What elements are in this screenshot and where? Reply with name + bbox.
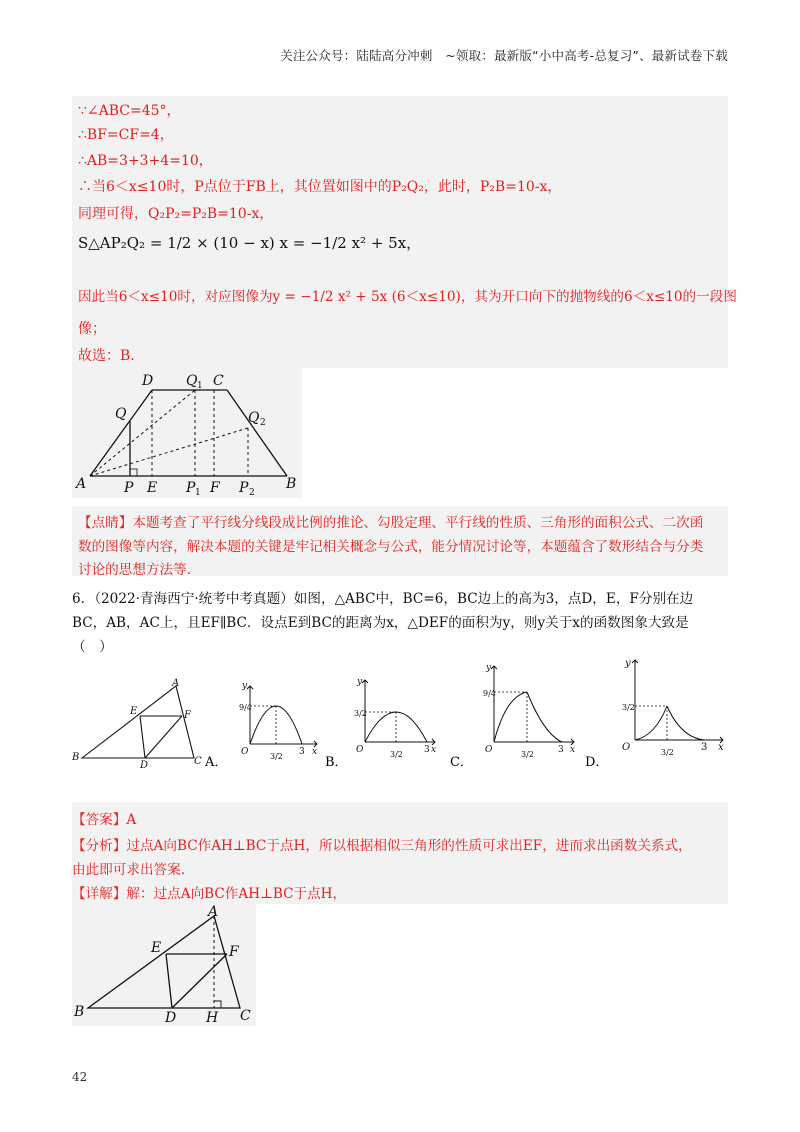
option-c-origin: O [485,745,493,755]
solution-line-3: ∴AB=3+3+4=10， [78,153,213,169]
d-label-F: F [229,944,239,960]
q-label-B: B [72,752,80,763]
solution-line-2: ∴BF=CF=4， [78,127,174,143]
d-label-D: D [165,1010,177,1026]
option-c-y-axis: y [486,663,492,673]
label-Q: Q [115,406,127,422]
option-d-xmark: 3/2 [661,748,674,757]
detail-triangle-figure [72,904,256,1026]
analysis-line-1: 【分析】过点A向BC作AH⊥BC于点H，所以根据相似三角形的性质可求出EF，进而求出函数关系式， [72,838,692,854]
option-d-y-axis: y [625,658,631,669]
option-d-label: D． [585,755,609,770]
option-a[interactable] [205,680,323,772]
option-c[interactable] [450,662,580,772]
label-P2-sub: 2 [249,488,255,498]
option-a-ymark: 9/4 [239,703,252,712]
option-d-x-axis: x [718,742,724,753]
option-b-end: 3 [424,745,430,755]
d-label-B: B [74,1004,85,1020]
q-label-F: F [184,710,191,721]
option-d-origin: O [622,742,631,753]
label-B: B [286,476,297,492]
q-label-D: D [140,760,149,771]
comment-text-1: 本题考查了平行线分线段成比例的推论、勾股定理、平行线的性质、三角形的面积公式、二次函 [132,515,704,531]
d-label-A: A [208,904,219,920]
label-D: D [142,373,154,389]
label-Q2-sub: 2 [260,418,266,428]
option-d[interactable] [585,656,730,772]
trapezoid-figure [72,368,302,498]
label-A: A [76,476,87,492]
option-b-origin: O [356,745,364,755]
label-P2: P [239,480,249,496]
d-label-H: H [206,1010,219,1026]
question-triangle-figure [72,676,212,772]
option-a-end: 3 [299,747,305,757]
option-d-ymark: 3/2 [622,703,635,712]
detail-line: 【详解】解：过点A向BC作AH⊥BC于点H， [72,886,347,902]
solution-line-4: ∴当6＜x≤10时，P点位于FB上，其位置如图中的P₂Q₂，此时，P₂B=10-x， [78,179,562,195]
option-c-xmark: 3/2 [521,750,534,759]
d-label-C: C [240,1008,251,1024]
option-a-x-axis: x [312,747,318,757]
option-b-ymark: 3/2 [354,709,367,718]
label-Q2: Q [248,410,260,426]
option-a-xmark: 3/2 [270,752,283,761]
label-P1-sub: 1 [195,488,201,498]
option-b[interactable] [325,676,443,772]
option-c-label: C． [450,755,473,770]
q-label-A: A [172,678,180,689]
d-label-E: E [151,940,162,956]
comment-line-3: 讨论的思想方法等. [78,562,192,578]
label-F: F [210,480,220,496]
comment-line-1 [78,511,703,531]
comment-tag: 【点睛】 [78,515,133,531]
q-label-C: C [194,756,202,767]
q-label-E: E [130,706,138,717]
answer-line: 【答案】A [72,812,137,828]
option-a-origin: O [241,747,249,757]
question-line-2: BC，AB，AC上，且EF∥BC．设点E到BC的距离为x，△DEF的面积为y，则y关于x的函数图象大致是 [72,615,689,631]
option-b-y-axis: y [357,677,363,687]
solution-line-6: S△AP₂Q₂ = 1/2 × (10 − x) x = −1/2 x² + 5x， [78,234,422,252]
option-d-end: 3 [701,742,708,753]
label-P1: P [186,480,196,496]
question-line-3: （ ） [72,639,113,655]
page-number: 42 [72,1070,88,1084]
label-E: E [147,480,158,496]
option-b-label: B． [325,755,348,770]
comment-line-2: 数的图像等内容，解决本题的关键是牢记相关概念与公式，能分情况讨论等，本题蕴含了数形结合与分类 [78,539,704,555]
option-b-x-axis: x [431,745,437,755]
option-c-x-axis: x [570,745,576,755]
label-Q1-sub: 1 [197,381,203,391]
solution-line-8: 像； [78,321,106,337]
option-a-y-axis: y [242,681,248,691]
option-a-label: A． [205,755,228,770]
solution-line-5: 同理可得，Q₂P₂=P₂B=10-x， [78,206,274,222]
label-C: C [213,373,224,389]
option-c-end: 3 [558,745,564,755]
question-line-1: 6．（2022·青海西宁·统考中考真题）如图，△ABC中，BC=6，BC边上的高为3，点D，E，F分别在边 [72,591,694,607]
solution-line-1: ∵∠ABC=45°， [78,103,181,119]
label-Q1: Q [186,373,198,389]
solution-line-9: 故选：B. [78,348,135,364]
option-b-xmark: 3/2 [390,750,403,759]
analysis-line-2: 由此即可求出答案. [72,862,186,878]
page-header: 关注公众号：陆陆高分冲刺 ~领取：最新版“小中高考-总复习”、最新试卷下载 [280,48,728,63]
label-P: P [124,480,134,496]
solution-line-7: 因此当6＜x≤10时，对应图像为y = −1/2 x² + 5x (6＜x≤10)，其为开口向下的抛物线的6＜x≤10的一段图 [78,289,737,305]
option-c-ymark: 9/4 [483,689,496,698]
